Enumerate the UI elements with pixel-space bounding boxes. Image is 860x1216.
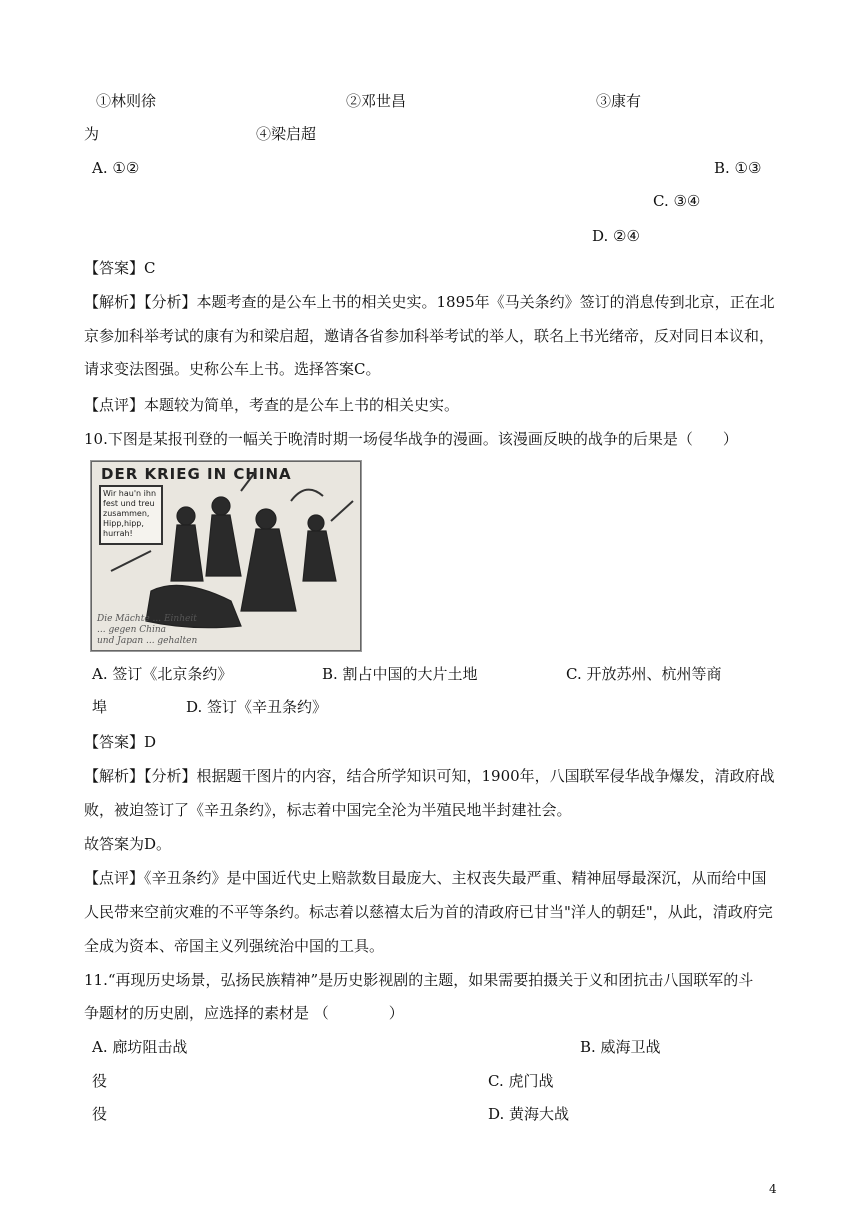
- q10-choice-a: A. 签订《北京条约》: [92, 665, 233, 683]
- q11-stem-line-2: 争题材的历史剧，应选择的素材是 （ ）: [84, 1004, 404, 1022]
- cartoon-speech-bubble: Wir hau'n ihn fest und treu zusammen, Hipp,hipp, hurrah!: [99, 485, 163, 545]
- q10-stem: 10.下图是某报刊登的一幅关于晚清时期一场侵华战争的漫画。该漫画反映的战争的后果是（ ）: [84, 430, 738, 448]
- q11-choice-a: A. 廊坊阻击战: [92, 1038, 188, 1056]
- q11-choice-c: C. 虎门战: [488, 1072, 554, 1090]
- q10-choice-b: B. 割占中国的大片土地: [322, 665, 478, 683]
- q9-choice-b: B. ①③: [714, 159, 762, 177]
- q9-comment: 【点评】本题较为简单，考查的是公车上书的相关史实。: [84, 396, 460, 414]
- q10-choice-d: D. 签订《辛丑条约》: [186, 698, 328, 716]
- q9-analysis-line-1: 【解析】【分析】本题考查的是公车上书的相关史实。1895年《马关条约》签订的消息传到北京，正在北: [84, 293, 775, 311]
- q9-option-2: ②邓世昌: [346, 92, 407, 110]
- war-cartoon-image: [90, 460, 362, 652]
- q11-choice-d: D. 黄海大战: [488, 1105, 570, 1123]
- q9-analysis-line-3: 请求变法图强。史称公车上书。选择答案C。: [84, 360, 381, 378]
- q9-choice-c: C. ③④: [653, 192, 701, 210]
- q9-choice-a: A. ①②: [92, 159, 140, 177]
- q11-stem-line-1: 11.“再现历史场景，弘扬民族精神”是历史影视剧的主题，如果需要拍摄关于义和团抗击八国联军的斗: [84, 971, 754, 989]
- q10-comment-line-1: 【点评】《辛丑条约》是中国近代史上赔款数目最庞大、主权丧失最严重、精神屈辱最深沉，从而给中国: [84, 869, 767, 887]
- cartoon-caption: Die Mächte ... Einheit ... gegen China und Japan ... gehalten: [97, 614, 198, 646]
- q10-analysis-line-1: 【解析】【分析】根据题干图片的内容，结合所学知识可知，1900年，八国联军侵华战争爆发，清政府战: [84, 767, 775, 785]
- q10-comment-line-3: 全成为资本、帝国主义列强统治中国的工具。: [84, 937, 385, 955]
- q9-option-4: ④梁启超: [256, 125, 317, 143]
- q10-choice-c: C. 开放苏州、杭州等商: [566, 665, 722, 683]
- q11-choice-c-continued: 役: [92, 1105, 108, 1123]
- q10-comment-line-2: 人民带来空前灾难的不平等条约。标志着以慈禧太后为首的清政府已甘当"洋人的朝廷"，从此，清政府完: [84, 903, 773, 921]
- q10-analysis-line-3: 故答案为D。: [84, 835, 172, 853]
- q10-analysis-line-2: 败，被迫签订了《辛丑条约》，标志着中国完全沦为半殖民地半封建社会。: [84, 801, 572, 819]
- q9-option-3-continued: 为: [84, 125, 100, 143]
- page-number: 4: [769, 1182, 777, 1196]
- q9-option-1: ①林则徐: [96, 92, 157, 110]
- q11-choice-b: B. 威海卫战: [580, 1038, 661, 1056]
- q9-analysis-line-2: 京参加科举考试的康有为和梁启超，邀请各省参加科举考试的举人，联名上书光绪帝，反对同日本议和，: [84, 327, 775, 345]
- cartoon-title: DER KRIEG IN CHINA: [101, 465, 292, 483]
- q9-option-3: ③康有: [596, 92, 642, 110]
- q9-choice-d: D. ②④: [592, 227, 640, 245]
- q11-choice-a-continued: 役: [92, 1072, 108, 1090]
- q10-answer: 【答案】D: [84, 733, 157, 751]
- q10-choice-c-continued: 埠: [92, 698, 108, 716]
- q9-answer: 【答案】C: [84, 259, 156, 277]
